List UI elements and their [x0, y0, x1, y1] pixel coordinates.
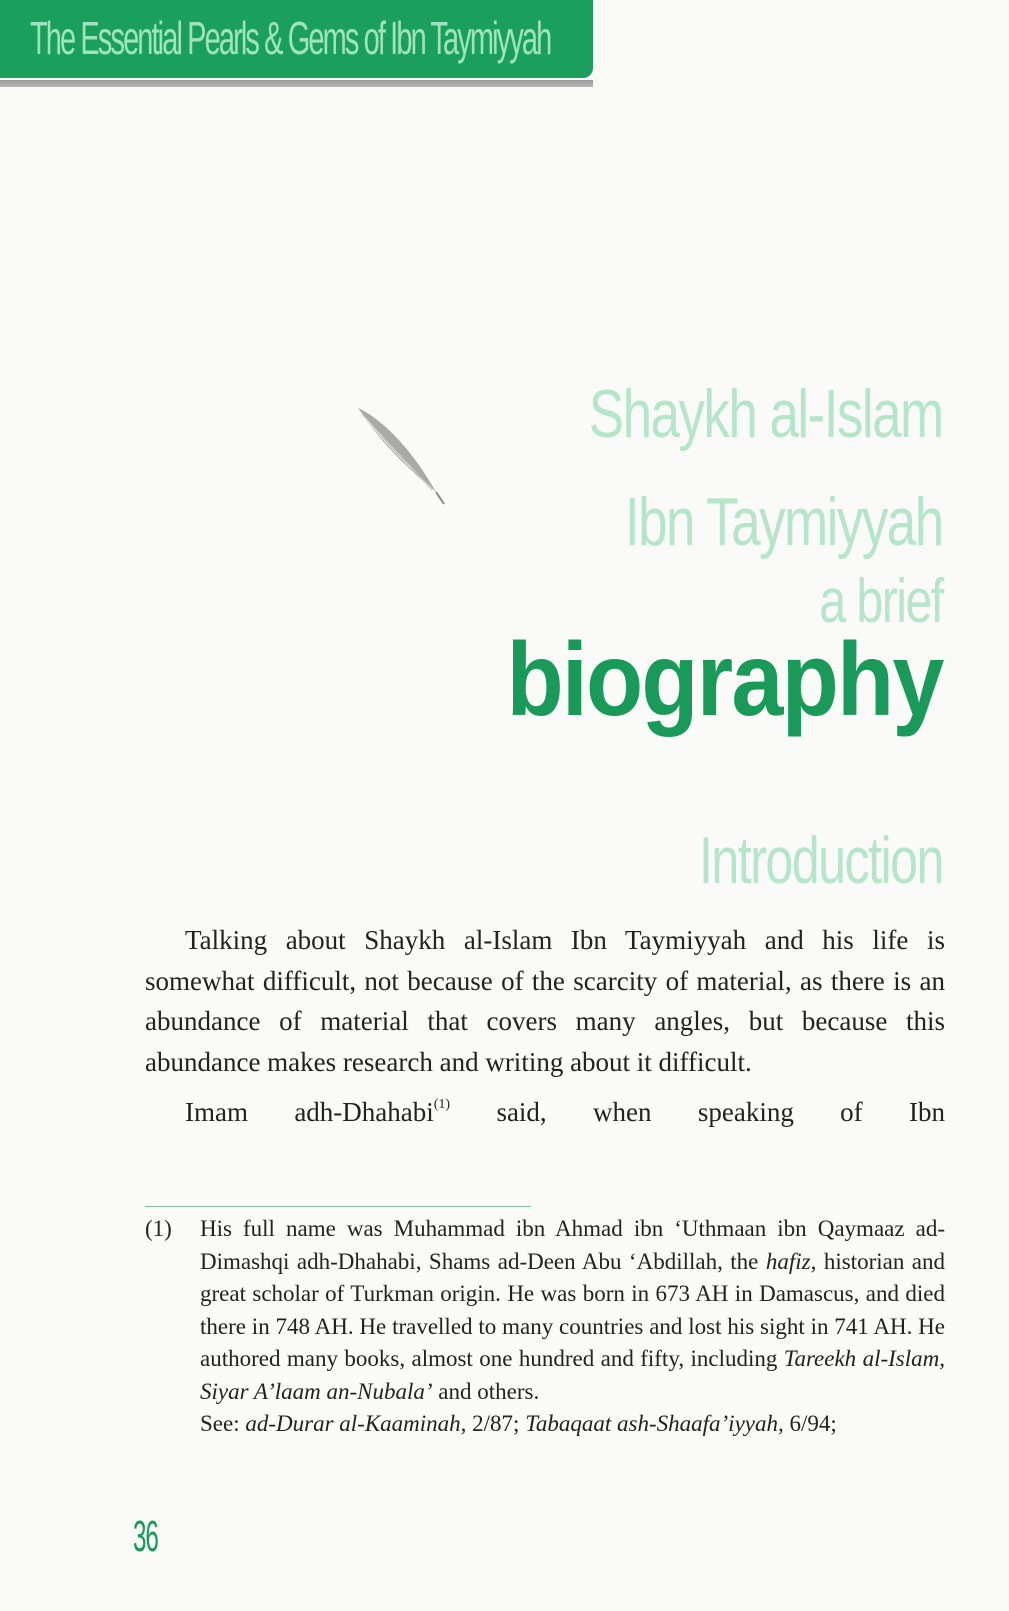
footnote-book-titles: Tareekh al-Islam, Siyar A’laam an-Nubala’ [200, 1346, 945, 1404]
footnote-see-label: See: [200, 1411, 246, 1436]
footnote-ref-1-loc: 2/87; [466, 1411, 526, 1436]
paragraph-2-end: said, when speaking of Ibn [450, 1097, 945, 1127]
footnote [145, 1213, 945, 1441]
footnote-text-2: , historian and great scholar of Turkman origin. He was born in 673 AH in Damascus, and died there in 748 AH. He travelled to many countries and lost his sight in 741 AH. He authored many books, almost one hundred and fifty, including [200, 1248, 946, 1371]
footnote-number: (1) [145, 1216, 172, 1241]
feather-icon [352, 400, 462, 530]
paragraph-2 [145, 1092, 945, 1133]
footnote-text-3: and others. [432, 1378, 540, 1404]
chapter-title [458, 360, 943, 738]
footnote-reference: (1) [433, 1097, 451, 1112]
page-number: 36 [133, 1512, 158, 1561]
footnote-text [200, 1213, 945, 1441]
footnote-ref-2-loc: 6/94; [783, 1411, 837, 1436]
footnote-ref-2: Tabaqaat ash-Shaafa’iyyah, [525, 1411, 784, 1436]
footnote-hafiz: hafiz [765, 1248, 811, 1274]
running-title: The Essential Pearls & Gems of Ibn Taymiyyah [30, 12, 551, 64]
title-line-1: Shaykh al-Islam [589, 376, 943, 452]
title-line-2: Ibn Taymiyyah [625, 484, 943, 560]
paragraph-1: Talking about Shaykh al-Islam Ibn Taymiyyah and his life is somewhat difficult, not because of the scarcity of material, as there is an abundance of material that covers many angles, but because this abundance makes research and writing about it difficult. [145, 925, 945, 1077]
footnote-text-1: His full name was Muhammad ibn Ahmad ibn ‘Uthmaan ibn Qaymaaz ad-Dimashqi adh-Dhahabi, Shams ad-Deen Abu ‘Abdillah, the [200, 1216, 945, 1274]
footnote-rule [145, 1206, 531, 1207]
body-text [145, 920, 945, 1143]
paragraph-2-start: Imam adh-Dhahabi [185, 1097, 434, 1127]
footnote-ref-1: ad-Durar al-Kaaminah, [245, 1411, 467, 1436]
header-rule [0, 80, 593, 87]
title-line-4: biography [506, 622, 943, 738]
running-header [0, 0, 593, 78]
section-heading: Introduction [699, 823, 943, 897]
title-line-3: a brief [819, 567, 943, 636]
